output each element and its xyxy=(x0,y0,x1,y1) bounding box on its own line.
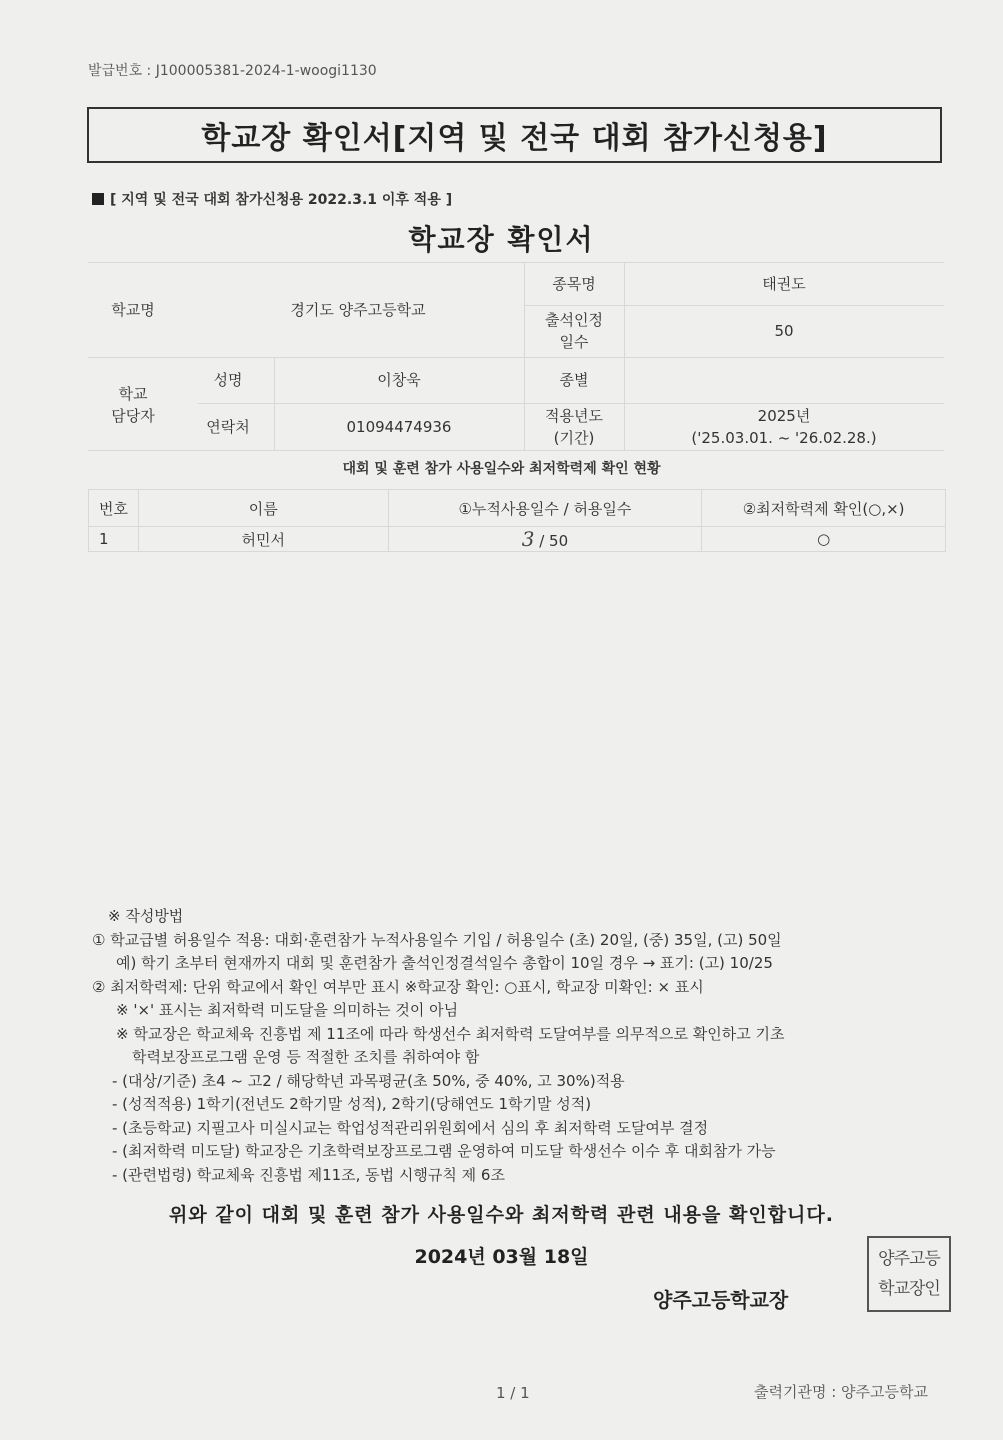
row-used-days xyxy=(388,527,702,552)
category-value xyxy=(624,357,944,403)
attendance-label-line1: 출석인정 xyxy=(545,311,603,329)
issue-number: 발급번호 : J100005381-2024-1-woogi1130 xyxy=(88,63,377,79)
contact-label: 연락처 xyxy=(206,417,250,436)
guide-line-11: - (관련법령) 학교체육 진흥법 제11조, 동법 시행규칙 제 6조 xyxy=(112,1165,505,1184)
manager-label xyxy=(93,370,173,440)
page-number: 1 / 1 xyxy=(496,1384,530,1402)
writing-guide xyxy=(92,905,952,1187)
guide-line-9: - (초등학교) 지필고사 미실시교는 학업성적관리위원회에서 심의 후 최저학력 도달여부 결정 xyxy=(112,1118,709,1137)
guide-line-3: ② 최저학력제: 단위 학교에서 확인 여부만 표시 ※학교장 확인: ○표시, 학교장 미확인: × 표시 xyxy=(92,977,704,996)
header-min-academic: ②최저학력제 확인(○,×) xyxy=(702,490,946,527)
school-value: 경기도 양주고등학교 xyxy=(290,300,426,319)
attendance-label-line2: 일수 xyxy=(559,333,589,351)
year-label xyxy=(524,403,624,450)
contact-value: 01094474936 xyxy=(346,417,452,436)
row-number: 1 xyxy=(89,527,139,552)
guide-line-5: ※ 학교장은 학교체육 진흥법 제 11조에 따라 학생선수 최저학력 도달여부를 의무적으로 확인하고 기초 xyxy=(116,1024,785,1043)
header-used-days: ①누적사용일수 / 허용일수 xyxy=(388,490,702,527)
guide-line-4: ※ '×' 표시는 최저학력 미도달을 의미하는 것이 아님 xyxy=(116,1001,459,1019)
main-title: 학교장 확인서[지역 및 전국 대회 참가신청용] xyxy=(87,107,942,163)
notice-text: [ 지역 및 전국 대회 참가신청용 2022.3.1 이후 적용 ] xyxy=(110,192,453,208)
square-bullet-icon xyxy=(92,193,104,205)
year-label-line2: (기간) xyxy=(553,428,595,447)
printer-name: 출력기관명 : 양주고등학교 xyxy=(754,1383,928,1401)
row-check-mark: ○ xyxy=(702,527,946,552)
guide-line-10: - (최저학력 미도달) 학교장은 기초학력보장프로그램 운영하여 미도달 학생선수 이수 후 대회참가 가능 xyxy=(112,1142,776,1160)
principal-name: 양주고등학교장 xyxy=(653,1288,789,1312)
guide-title: ※ 작성방법 xyxy=(108,907,184,925)
event-value: 태권도 xyxy=(762,274,806,293)
table-row xyxy=(89,527,946,552)
handwritten-used-days: 3 xyxy=(521,527,535,551)
header-number: 번호 xyxy=(89,490,139,527)
header-name: 이름 xyxy=(138,490,388,527)
year-value-line2: ('25.03.01. ~ '26.02.28.) xyxy=(691,428,877,447)
name-value: 이창욱 xyxy=(377,371,421,389)
section-title: 대회 및 훈련 참가 사용일수와 최저학력제 확인 현황 xyxy=(342,461,661,477)
usage-table xyxy=(88,489,946,552)
manager-label-line1: 학교 xyxy=(118,385,148,403)
name-label: 성명 xyxy=(213,371,243,389)
guide-line-7: - (대상/기준) 초4 ~ 고2 / 해당학년 과목평균(초 50%, 중 40%, 고 30%)적용 xyxy=(112,1071,625,1090)
category-label: 종별 xyxy=(559,371,589,389)
confirm-statement: 위와 같이 대회 및 훈련 참가 사용일수와 최저학력 관련 내용을 확인합니다. xyxy=(169,1204,834,1226)
school-label: 학교명 xyxy=(111,300,155,319)
year-value xyxy=(624,403,944,450)
guide-line-8: - (성적적용) 1학기(전년도 2학기말 성적), 2학기(당해연도 1학기말 성적) xyxy=(112,1095,592,1113)
manager-label-line2: 담당자 xyxy=(111,407,155,425)
attendance-label xyxy=(524,305,624,357)
attendance-value: 50 xyxy=(774,322,794,340)
allowed-days: / 50 xyxy=(539,532,569,550)
guide-line-2: 예) 학기 초부터 현재까지 대회 및 훈련참가 출석인정결석일수 총합이 10일 경우 → 표기: (고) 10/25 xyxy=(116,954,773,972)
table-header-row xyxy=(89,490,946,527)
event-label: 종목명 xyxy=(552,274,596,293)
guide-line-6: 학력보장프로그램 운영 등 적절한 조치를 취하여야 함 xyxy=(132,1048,480,1066)
info-grid xyxy=(88,262,944,452)
issue-date: 2024년 03월 18일 xyxy=(414,1246,589,1268)
guide-line-1: ① 학교급별 허용일수 적용: 대회·훈련참가 누적사용일수 기입 / 허용일수 (초) 20일, (중) 35일, (고) 50일 xyxy=(92,930,782,949)
school-seal xyxy=(867,1236,951,1312)
row-name: 허민서 xyxy=(138,527,388,552)
notice-line xyxy=(92,189,452,209)
year-value-line1: 2025년 xyxy=(757,406,811,425)
seal-line-2: 학교장인 xyxy=(878,1279,940,1299)
year-label-line1: 적용년도 xyxy=(545,406,603,425)
subtitle: 학교장 확인서 xyxy=(408,223,595,256)
seal-line-1: 양주고등 xyxy=(878,1249,940,1269)
